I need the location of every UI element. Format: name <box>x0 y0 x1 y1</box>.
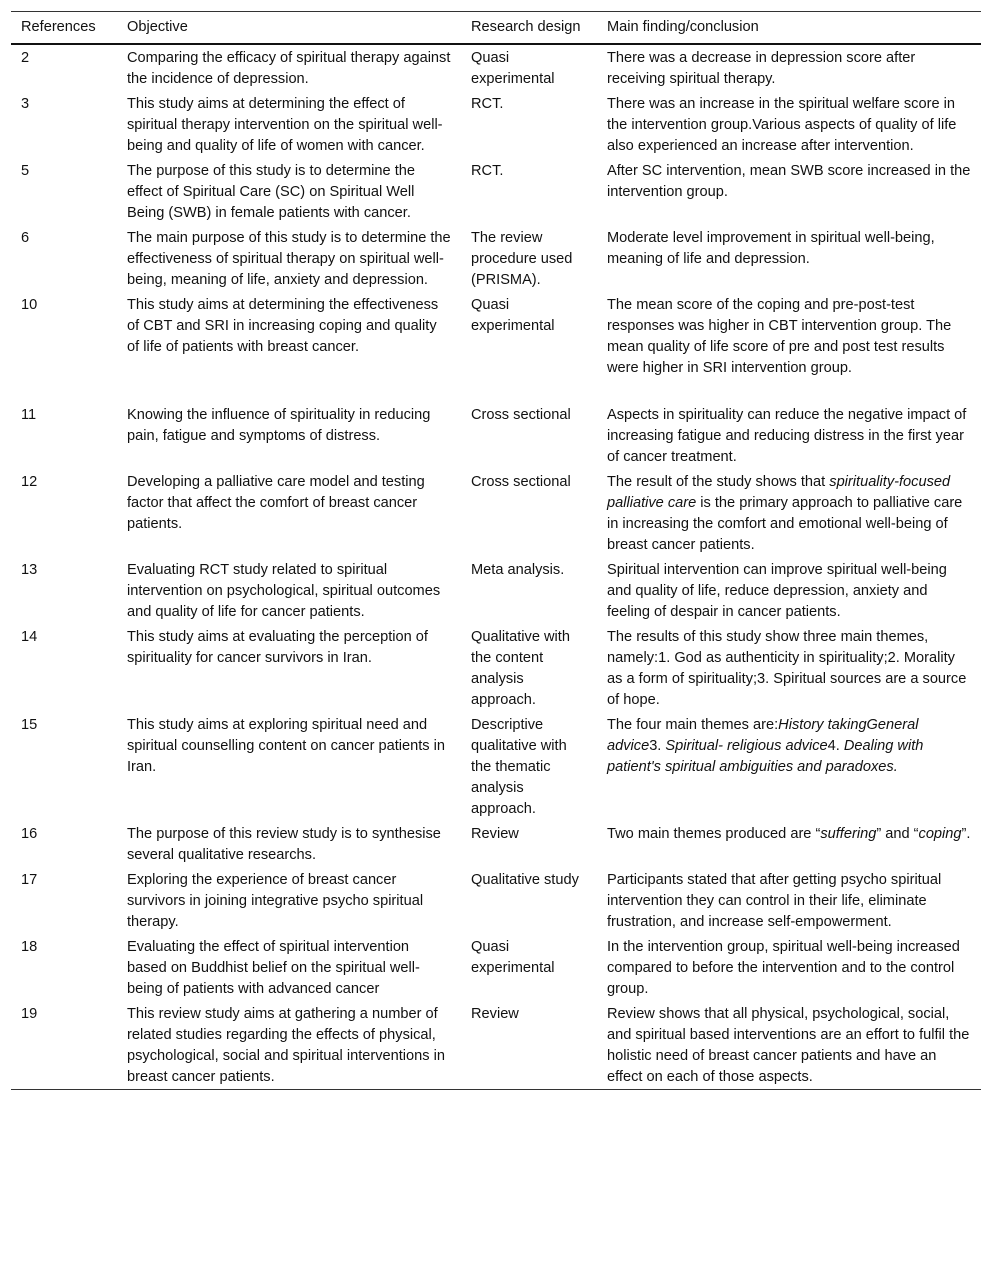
reference-cell: 11 <box>21 407 37 423</box>
objective-cell: Comparing the efficacy of spiritual therapy against the incidence of depression. <box>127 50 451 87</box>
reference-cell: 2 <box>21 50 30 66</box>
finding-italic-text: History takingGeneral advice <box>607 717 919 754</box>
design-cell: RCT. <box>471 96 504 112</box>
design-cell: Meta analysis. <box>471 562 565 578</box>
finding-cell <box>597 821 981 867</box>
finding-text: Participants stated that after getting psycho spiritual intervention they can control in their life, eliminate frustration, and increase self-empowerment. <box>607 872 942 930</box>
finding-italic-text: spirituality-focused palliative care <box>607 474 951 511</box>
table-row <box>11 1001 981 1090</box>
reference-cell: 12 <box>21 474 38 490</box>
design-cell: Review <box>471 1006 519 1022</box>
finding-cell <box>597 624 981 712</box>
reference-cell: 18 <box>21 939 38 955</box>
finding-text: The results of this study show three main themes, namely:1. God as authenticity in spirituality;2. Morality as a form of spirituality;3. Spiritual sources are a source of hope. <box>607 629 967 708</box>
table-row <box>11 821 981 867</box>
table-row <box>11 91 981 158</box>
table-row <box>11 402 981 469</box>
reference-cell: 10 <box>21 297 38 313</box>
finding-italic-text: Dealing with patient's spiritual ambiguities and paradoxes. <box>607 738 924 775</box>
design-cell: Quasi experimental <box>471 297 555 334</box>
finding-text: ”. <box>961 826 971 842</box>
finding-cell <box>597 44 981 91</box>
finding-cell <box>597 225 981 292</box>
reference-cell: 5 <box>21 163 30 179</box>
objective-cell: Developing a palliative care model and testing factor that affect the comfort of breast cancer patients. <box>127 474 425 532</box>
design-cell: Cross sectional <box>471 474 571 490</box>
finding-italic-text: coping <box>918 826 962 842</box>
table-row <box>11 225 981 292</box>
objective-cell: The main purpose of this study is to determine the effectiveness of spiritual therapy on spiritual well-being, meaning of life, anxiety and depression. <box>127 230 451 288</box>
reference-cell: 14 <box>21 629 38 645</box>
table-row <box>11 934 981 1001</box>
objective-cell: This study aims at evaluating the perception of spirituality for cancer survivors in Iran. <box>127 629 428 666</box>
table-row <box>11 624 981 712</box>
studies-table <box>11 11 981 1090</box>
finding-italic-text: Spiritual- religious advice <box>665 738 828 754</box>
header-research-design: Research design <box>471 19 581 35</box>
reference-cell: 16 <box>21 826 38 842</box>
finding-text: ” and “ <box>876 826 919 842</box>
objective-cell: Evaluating RCT study related to spiritual intervention on psychological, spiritual outcomes and quality of life for cancer patients. <box>127 562 441 620</box>
reference-cell: 3 <box>21 96 30 112</box>
finding-cell <box>597 1001 981 1090</box>
reference-cell: 19 <box>21 1006 38 1022</box>
finding-text: Spiritual intervention can improve spiritual well-being and quality of life, reduce depression, anxiety and feeling of despair in cancer patients. <box>607 562 947 620</box>
design-cell: Descriptive qualitative with the thematic analysis approach. <box>471 717 567 817</box>
objective-cell: The purpose of this review study is to synthesise several qualitative researchs. <box>127 826 441 863</box>
reference-cell: 17 <box>21 872 38 888</box>
objective-cell: This study aims at determining the effect of spiritual therapy intervention on the spiritual well-being and quality of life of women with cancer. <box>127 96 443 154</box>
table-body <box>11 44 981 1090</box>
finding-cell <box>597 292 981 402</box>
finding-text: Aspects in spirituality can reduce the negative impact of increasing fatigue and reducing distress in the first year of cancer treatment. <box>607 407 967 465</box>
finding-cell <box>597 91 981 158</box>
objective-cell: Exploring the experience of breast cancer survivors in joining integrative psycho spiritual therapy. <box>127 872 424 930</box>
finding-text: In the intervention group, spiritual well-being increased compared to before the intervention and to the control group. <box>607 939 960 997</box>
table-row <box>11 712 981 821</box>
table-row <box>11 867 981 934</box>
header-objective: Objective <box>127 19 188 35</box>
objective-cell: Evaluating the effect of spiritual intervention based on Buddhist belief on the spiritual well-being of patients with advanced cancer <box>127 939 420 997</box>
finding-text: The result of the study shows that <box>607 474 830 490</box>
finding-text: 4. <box>827 738 844 754</box>
reference-cell: 6 <box>21 230 30 246</box>
finding-text: The four main themes are: <box>607 717 779 733</box>
design-cell: Qualitative study <box>471 872 579 888</box>
objective-cell: This review study aims at gathering a number of related studies regarding the effects of physical, psychological, social and spiritual interventions in breast cancer patients. <box>127 1006 445 1085</box>
design-cell: Quasi experimental <box>471 939 555 976</box>
design-cell: Cross sectional <box>471 407 571 423</box>
design-cell: The review procedure used (PRISMA). <box>471 230 573 288</box>
table-row <box>11 469 981 557</box>
design-cell: Review <box>471 826 519 842</box>
header-references: References <box>21 19 96 35</box>
reference-cell: 15 <box>21 717 38 733</box>
finding-text: is the primary approach to palliative care in increasing the comfort and emotional well-being of breast cancer patients. <box>607 495 963 553</box>
design-cell: RCT. <box>471 163 504 179</box>
finding-text: Moderate level improvement in spiritual well-being, meaning of life and depression. <box>607 230 935 267</box>
finding-cell <box>597 712 981 821</box>
finding-text: There was an increase in the spiritual welfare score in the intervention group.Various aspects of quality of life also experienced an increase after intervention. <box>607 96 957 154</box>
finding-cell <box>597 867 981 934</box>
table-row <box>11 158 981 225</box>
finding-text: The mean score of the coping and pre-post-test responses was higher in CBT intervention group. The mean quality of life score of pre and post test results were higher in SRI intervention group. <box>607 297 952 376</box>
reference-cell: 13 <box>21 562 38 578</box>
finding-text: Two main themes produced are “ <box>607 826 821 842</box>
design-cell: Qualitative with the content analysis approach. <box>471 629 570 708</box>
finding-text: There was a decrease in depression score after receiving spiritual therapy. <box>607 50 916 87</box>
finding-italic-text: suffering <box>820 826 877 842</box>
design-cell: Quasi experimental <box>471 50 555 87</box>
objective-cell: This study aims at determining the effectiveness of CBT and SRI in increasing coping and quality of life of patients with breast cancer. <box>127 297 439 355</box>
table-row <box>11 557 981 624</box>
finding-cell <box>597 158 981 225</box>
finding-cell <box>597 469 981 557</box>
objective-cell: The purpose of this study is to determine the effect of Spiritual Care (SC) on Spiritual Well Being (SWB) in female patients with cancer. <box>127 163 415 221</box>
finding-text: After SC intervention, mean SWB score increased in the intervention group. <box>607 163 971 200</box>
finding-cell <box>597 402 981 469</box>
table-row <box>11 44 981 91</box>
objective-cell: This study aims at exploring spiritual need and spiritual counselling content on cancer patients in Iran. <box>127 717 446 775</box>
finding-text: 3. <box>649 738 666 754</box>
finding-cell <box>597 557 981 624</box>
finding-text: Review shows that all physical, psychological, social, and spiritual based interventions are an effort to fulfil the holistic need of breast cancer patients and have an effect on each of those aspects. <box>607 1006 970 1085</box>
objective-cell: Knowing the influence of spirituality in reducing pain, fatigue and symptoms of distress. <box>127 407 431 444</box>
finding-cell <box>597 934 981 1001</box>
table-row <box>11 292 981 402</box>
table-header-row <box>11 12 981 45</box>
header-main-finding: Main finding/conclusion <box>607 19 759 35</box>
